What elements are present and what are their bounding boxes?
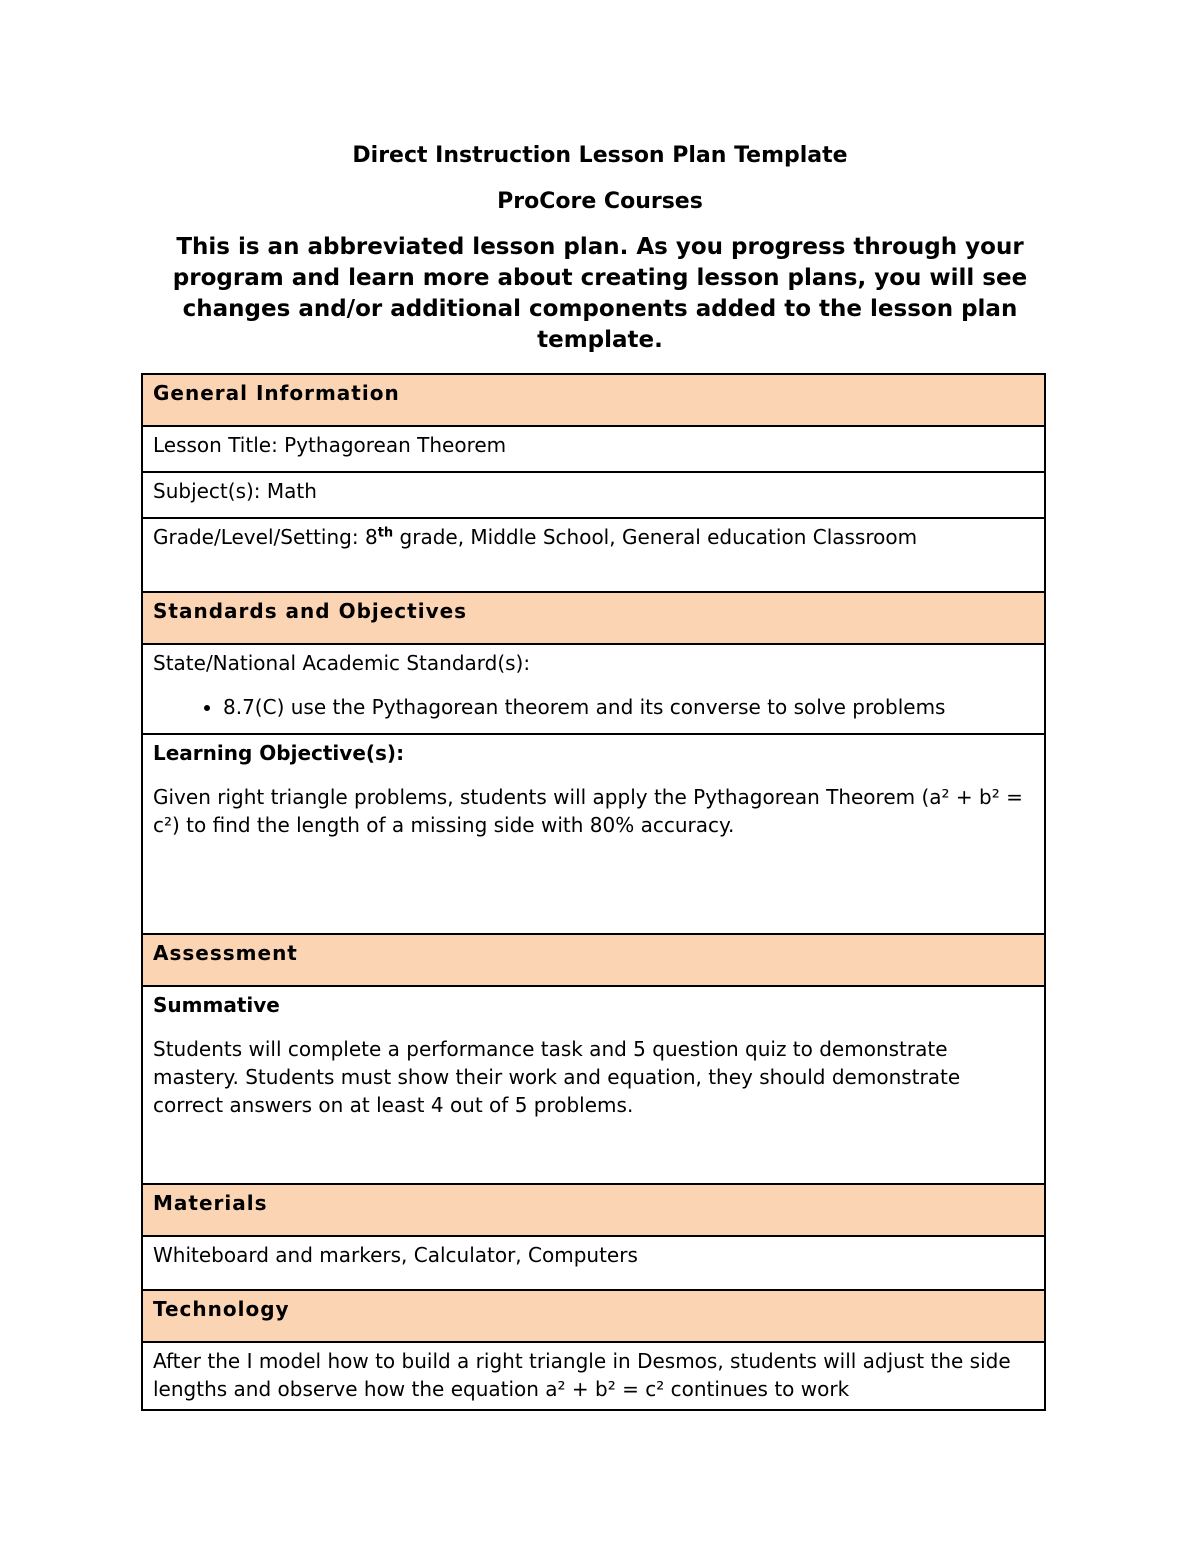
learning-objective-text: Given right triangle problems, students will apply the Pythagorean Theorem (a² + b² = c²) to find the length of a missing side with 80% accuracy. bbox=[153, 785, 1023, 837]
assessment-text: Students will complete a performance task and 5 question quiz to demonstrate mastery. Students must show their work and equation, they should demonstrate correct answers on at least 4 out of 5 problems. bbox=[153, 1037, 961, 1117]
row-grade-level bbox=[142, 518, 1045, 592]
section-header-materials bbox=[142, 1184, 1045, 1236]
assessment-type-label: Summative bbox=[153, 993, 280, 1017]
section-heading: General Information bbox=[142, 374, 1045, 426]
subjects-cell bbox=[142, 472, 1045, 518]
learning-objectives-cell bbox=[142, 734, 1045, 934]
section-heading: Standards and Objectives bbox=[142, 592, 1045, 644]
row-learning-objectives bbox=[142, 734, 1045, 934]
row-subjects bbox=[142, 472, 1045, 518]
document-intro: This is an abbreviated lesson plan. As you progress through your program and learn more about creating lesson plans, you will see changes and/or additional components added to the lesson plan template. bbox=[172, 234, 1028, 353]
standards-cell bbox=[142, 644, 1045, 734]
row-assessment bbox=[142, 986, 1045, 1184]
lesson-title-cell bbox=[142, 426, 1045, 472]
section-heading: Assessment bbox=[142, 934, 1045, 986]
technology-text: After the I model how to build a right triangle in Desmos, students will adjust the side lengths and observe how the equation a² + b² = c² continues to work bbox=[153, 1349, 1011, 1401]
assessment-cell bbox=[142, 986, 1045, 1184]
technology-cell bbox=[142, 1342, 1045, 1410]
row-materials bbox=[142, 1236, 1045, 1290]
row-standards bbox=[142, 644, 1045, 734]
section-header-assessment bbox=[142, 934, 1045, 986]
grade-superscript: th bbox=[377, 525, 394, 541]
lesson-plan-table bbox=[141, 373, 1046, 1411]
grade-level-cell bbox=[142, 518, 1045, 592]
standards-label: State/National Academic Standard(s): bbox=[153, 651, 531, 675]
row-technology bbox=[142, 1342, 1045, 1410]
section-header-standards-objectives bbox=[142, 592, 1045, 644]
section-heading: Materials bbox=[142, 1184, 1045, 1236]
list-item: • 8.7(C) use the Pythagorean theorem and its converse to solve problems bbox=[223, 693, 1034, 721]
row-lesson-title bbox=[142, 426, 1045, 472]
document-header bbox=[140, 140, 1060, 356]
subjects-text: Subject(s): Math bbox=[153, 479, 317, 503]
section-header-general-information bbox=[142, 374, 1045, 426]
section-heading: Technology bbox=[142, 1290, 1045, 1342]
lesson-title-text: Lesson Title: Pythagorean Theorem bbox=[153, 433, 507, 457]
grade-suffix-text: grade, Middle School, General education Classroom bbox=[393, 525, 918, 549]
standards-list bbox=[153, 693, 1034, 721]
materials-text: Whiteboard and markers, Calculator, Computers bbox=[153, 1243, 638, 1267]
learning-objectives-label: Learning Objective(s): bbox=[153, 741, 405, 765]
section-header-technology bbox=[142, 1290, 1045, 1342]
document-subtitle: ProCore Courses bbox=[497, 189, 703, 214]
document-title: Direct Instruction Lesson Plan Template bbox=[352, 143, 848, 168]
grade-prefix-text: Grade/Level/Setting: 8 bbox=[153, 525, 378, 549]
materials-cell bbox=[142, 1236, 1045, 1290]
